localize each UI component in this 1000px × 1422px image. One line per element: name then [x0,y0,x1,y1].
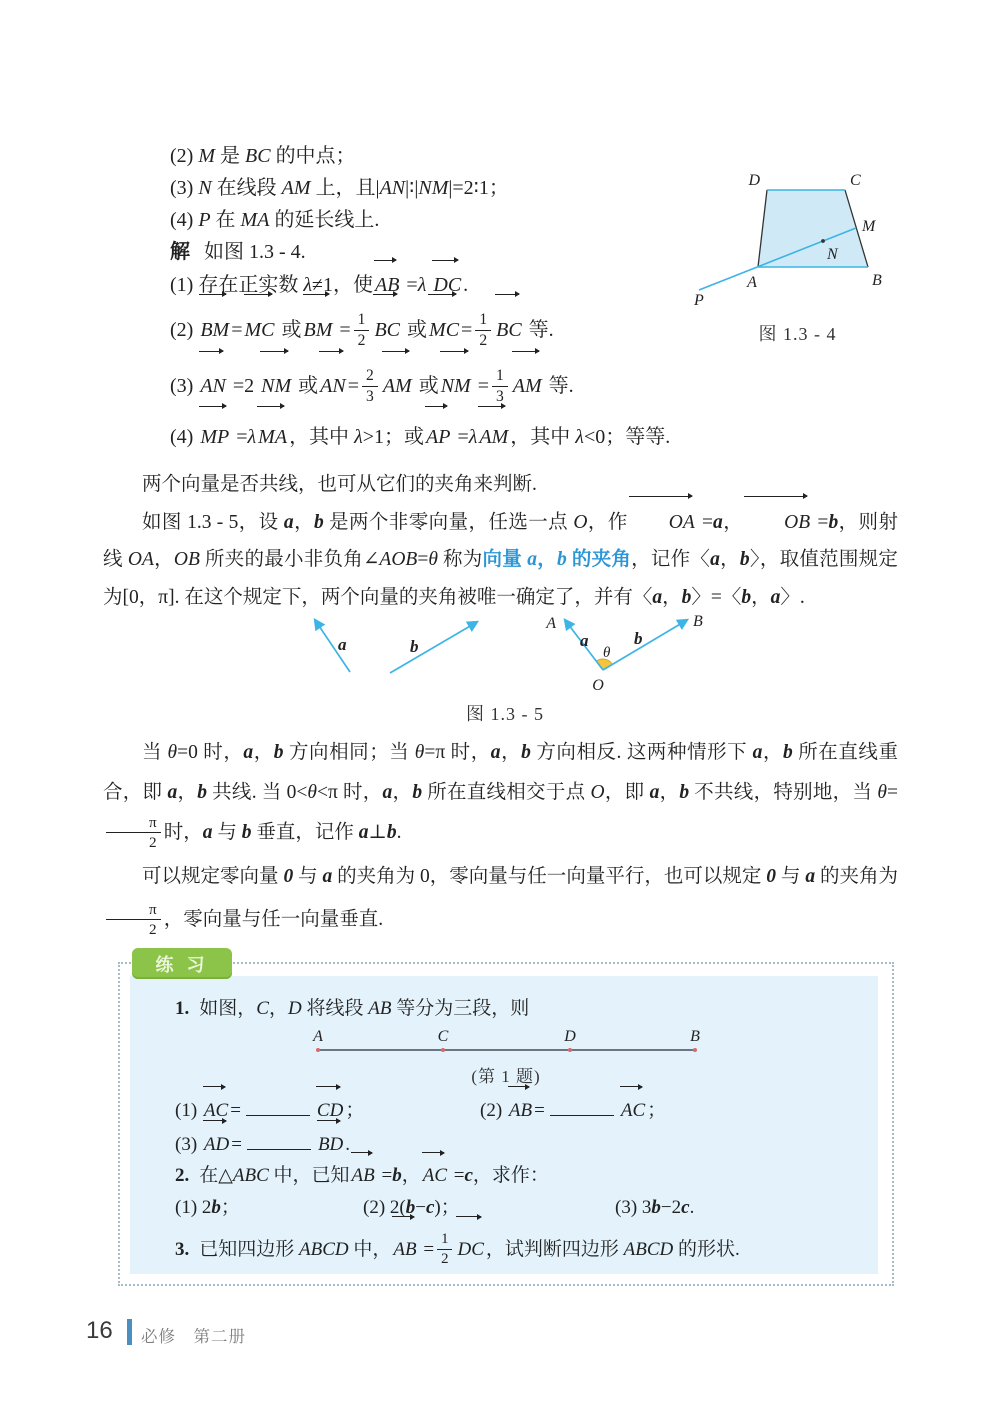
paragraph: 如图 1.3 - 5，设 a，b 是两个非零向量，任选一点 O，作 OA =a， OB =b，则射线 OA，OB 所夹的最小非负角∠AOB=θ 称为向量 a，b 的夹角，记作〈a，b〉，取值范围规定为[0，π]. 在这个规定下，两个向量的夹角被唯一确定了，并有〈a，b〉=〈b，a〉. [103,504,898,617]
label-A: A [546,615,556,632]
solution-block [170,140,770,460]
q1-figure-caption: (第 1 题) [471,1067,541,1086]
page-footer [0,1315,1000,1355]
vector-AN: AN [318,359,348,414]
question-number: 3. [175,1239,190,1260]
question-number: 2. [175,1165,190,1186]
practice-q3 [175,1224,874,1276]
fraction: $\frac{\pi}{2}$ [106,813,161,852]
vector-AC: AC [619,1094,647,1128]
vector-AD: AD [202,1128,231,1162]
q2-sub3: (3) 3b−2c. [615,1197,695,1218]
vector-DC: DC [455,1224,485,1276]
q1-sub3: (3) AD = BD . [175,1128,350,1162]
q2-sub1: (1) 2b； [175,1197,240,1218]
fraction: $\frac{1}{2}$ [475,310,491,350]
question-text: 如图，C，D 将线段 AB 等分为三段，则 [199,998,530,1019]
point-N-dot [821,239,825,243]
practice-tab-label: 练 习 [155,954,209,975]
practice-tab [132,948,232,979]
vector-NM: NM [259,359,293,414]
practice-section [118,948,894,1286]
label-b-left: b [410,637,419,656]
label-A: A [747,274,757,291]
vector-CD: CD [315,1094,345,1128]
vector-BM: BM [198,302,231,359]
figure-1-3-4 [690,165,905,346]
label-b-right: b [634,629,643,648]
solution-header-line [170,236,770,268]
segment-diagram [300,1028,720,1058]
point-A-dot [316,1048,320,1052]
label-O: O [592,677,604,694]
condition-line: (3) N 在线段 AM 上，且|AN|∶|NM|=2∶1； [170,177,509,199]
ray-OB [603,620,687,670]
paragraph: 可以规定零向量 0 与 a 的夹角为 0，零向量与任一向量平行，也可以规定 0 与 a 的夹角为 $\frac{\pi}{2}$ ，零向量与任一向量垂直. [103,855,898,941]
vector-AC: AC [421,1160,449,1192]
practice-q2 [175,1160,874,1192]
practice-q1 [175,994,874,1024]
q1-segment-figure [300,1028,720,1064]
vector-MA: MA [256,414,289,460]
label-N: N [827,246,838,263]
vector-NM: NM [439,359,473,414]
vector-AB: AB [507,1094,534,1128]
label-B: B [693,613,703,630]
label-B: B [872,272,882,289]
trapezoid-fill [758,190,868,267]
label-D: D [564,1028,576,1045]
label-C: C [437,1028,449,1045]
solution-step: (1) 存在正实数 λ≠1，使 AB =λ DC . [170,268,770,302]
point-B-dot [693,1048,697,1052]
body-paragraphs [103,733,898,853]
fraction: $\frac{1}{3}$ [492,366,508,406]
vector-BD: BD [316,1128,345,1162]
vector-AM: AM [511,359,544,414]
vector-DC: DC [431,268,463,302]
point-C-dot [441,1048,445,1052]
label-P: P [694,292,704,309]
vector-BC: BC [372,302,402,359]
body-paragraphs [103,855,898,941]
vector-AB: AB [350,1160,377,1192]
label-B: B [690,1028,700,1045]
condition-line: (4) P 在 MA 的延长线上. [170,209,380,231]
vector-MP: MP [198,414,231,460]
answer-blank [247,1147,311,1150]
figure-1-3-5 [290,600,720,726]
q1-sub1: (1) AC = CD ； [175,1094,480,1128]
vector-OA: OA [628,504,697,542]
point-D-dot [568,1048,572,1052]
label-a-left: a [338,635,347,654]
vector-AC: AC [202,1094,230,1128]
vector-MC: MC [427,302,461,359]
vector-AP: AP [424,414,452,460]
vector-AB: AB [373,268,401,302]
q1-sub2: (2) AB = AC ； [480,1094,666,1128]
label-C: C [850,172,861,189]
practice-q2-row [175,1192,874,1224]
vector-angle-diagram [290,600,720,695]
question-text: 已知四边形 ABCD 中， AB = $\frac{1}{2}$ DC ，试判断四边形 ABCD 的形状. [199,1239,740,1260]
vector-AN: AN [198,359,228,414]
label-D: D [748,172,760,189]
label-theta: θ [603,645,611,661]
answer-blank [550,1113,614,1116]
fraction: $\frac{\pi}{2}$ [106,900,161,939]
body-paragraphs [103,466,898,616]
fraction: $\frac{1}{2}$ [354,310,370,350]
practice-q1-row1 [175,1094,874,1128]
book-title: 必修 第二册 [141,1327,246,1346]
paragraph: 两个向量是否共线，也可从它们的夹角来判断. [142,474,537,495]
label-A: A [313,1028,323,1045]
vector-MC: MC [243,302,277,359]
vector-AB: AB [391,1224,418,1276]
vector-AM: AM [381,359,414,414]
question-text: 在△ABC 中，已知 AB =b， AC =c，求作： [199,1165,549,1186]
vector-BM: BM [302,302,335,359]
figure-1-3-5-caption: 图 1.3 - 5 [466,704,544,724]
page-number: 16 [86,1317,113,1344]
solution-step: (3) AN =2 NM 或 AN = $\frac{2}{3}$ AM 或 NM = $\frac{1}{3}$ AM 等. [170,359,770,414]
paragraph: 当 θ=0 时，a，b 方向相同；当 θ=π 时，a，b 方向相反. 这两种情形下 a，b 所在直线重合，即 a，b 共线. 当 0<θ<π 时，a，b 所在直线相交于点 O，即 a，b 不共线，特别地，当 θ= $\frac{\pi}{2}$ 时，a 与 b 垂直，记作 a⊥b. [103,742,898,851]
label-a-right: a [580,631,589,650]
solution-step: (2) BM = MC 或 BM = $\frac{1}{2}$ BC 或 MC = $\frac{1}{2}$ BC 等. [170,302,770,359]
fraction: $\frac{1}{2}$ [437,1230,452,1268]
footer-divider-bar [127,1319,132,1345]
label-M: M [862,218,876,235]
fraction: $\frac{2}{3}$ [362,366,378,406]
question-number: 1. [175,998,190,1019]
q2-sub2: (2) 2(b−c)； [363,1197,460,1218]
vector-AM: AM [477,414,510,460]
vector-BC: BC [494,302,524,359]
solution-header-text: 如图 1.3 - 4. [204,241,306,263]
vector-b-left [390,622,477,673]
trapezoid-diagram [690,165,905,315]
vector-OB: OB [743,504,812,542]
solution-step: (4) MP =λ MA ，其中 λ>1；或 AP =λ AM ，其中 λ<0；等等. [170,414,770,460]
figure-1-3-4-caption: 图 1.3 - 4 [758,324,837,344]
answer-blank [246,1113,310,1116]
condition-line: (2) M 是 BC 的中点； [170,145,356,167]
practice-q1-row2 [175,1128,874,1162]
solution-label: 解 [170,241,190,263]
